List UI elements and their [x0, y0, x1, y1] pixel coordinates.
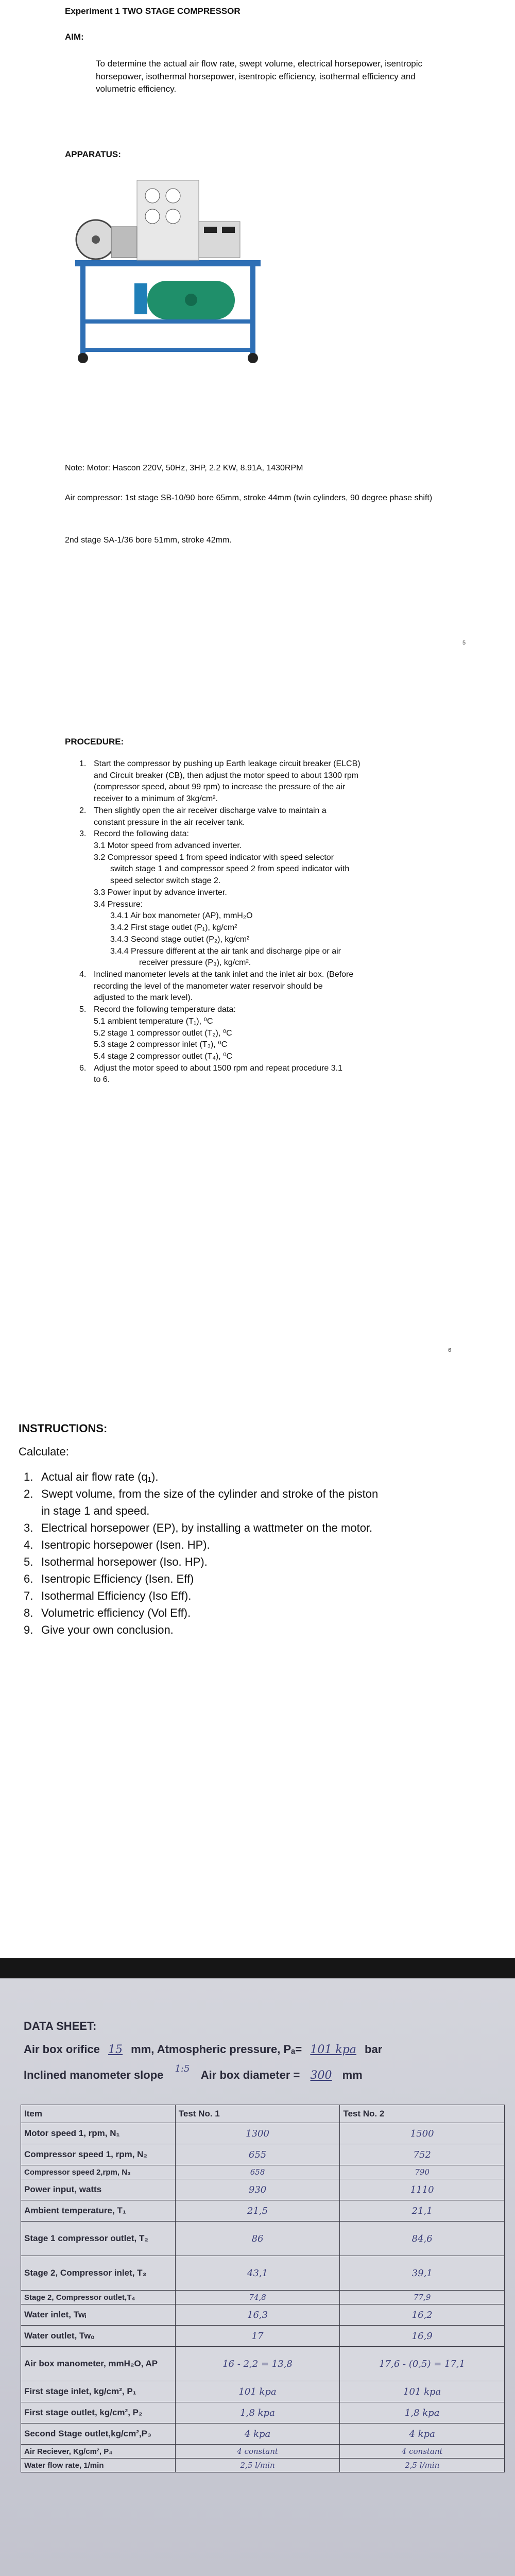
- row-label: Water flow rate, 1/min: [21, 2459, 176, 2472]
- instruction-item: [19, 1519, 492, 1536]
- instruction-item: [19, 1604, 492, 1621]
- table-row: [21, 2256, 505, 2291]
- row-value-test-1: 16 - 2,2 = 13,8: [175, 2347, 340, 2381]
- diameter-unit: mm: [342, 2069, 363, 2081]
- instruction-number: 1.: [24, 1470, 33, 1483]
- procedure-line: [67, 969, 458, 981]
- instruction-text: Swept volume, from the size of the cylinder and stroke of the piston: [41, 1487, 379, 1500]
- orifice-label: Air box orifice: [24, 2043, 100, 2056]
- row-label: Stage 2, Compressor outlet,T₄: [21, 2291, 176, 2304]
- procedure-text: 3.4.3 Second stage outlet (P₂), kg/cm²: [110, 935, 250, 944]
- procedure-line: [67, 957, 458, 969]
- instruction-item: [19, 1621, 492, 1638]
- procedure-line: [67, 946, 458, 958]
- row-label: First stage inlet, kg/cm², P₁: [21, 2381, 176, 2402]
- instruction-number: 6.: [24, 1572, 33, 1585]
- procedure-text: 3.1 Motor speed from advanced inverter.: [94, 841, 242, 851]
- page-2: [0, 675, 515, 1396]
- row-value-test-2: 4 constant: [340, 2445, 505, 2459]
- row-value-test-2: 1,8 kpa: [340, 2402, 505, 2424]
- atm-unit: bar: [365, 2043, 383, 2056]
- orifice-value: 15: [108, 2043, 123, 2056]
- orifice-unit: mm, Atmospheric pressure, Pₐ=: [131, 2043, 302, 2056]
- data-sheet-scan: [0, 1958, 515, 2576]
- aim-heading: AIM:: [65, 32, 84, 42]
- header-test-1: Test No. 1: [175, 2105, 340, 2123]
- table-row: [21, 2200, 505, 2222]
- instruction-number: 8.: [24, 1606, 33, 1619]
- row-value-test-1: 1,8 kpa: [175, 2402, 340, 2424]
- row-label: Stage 1 compressor outlet, T₂: [21, 2222, 176, 2256]
- table-row: [21, 2144, 505, 2165]
- instruction-number: 7.: [24, 1589, 33, 1602]
- header-item: Item: [21, 2105, 176, 2123]
- second-stage-text: 2nd stage SA-1/36 bore 51mm, stroke 42mm.: [65, 536, 232, 545]
- row-label: Ambient temperature, T₁: [21, 2200, 176, 2222]
- procedure-text: 3.3 Power input by advance inverter.: [94, 888, 227, 897]
- table-row: [21, 2123, 505, 2144]
- table-row: [21, 2424, 505, 2445]
- slope-line: [24, 2063, 363, 2082]
- row-value-test-1: 658: [175, 2165, 340, 2179]
- row-value-test-2: 101 kpa: [340, 2381, 505, 2402]
- page-3: [0, 1396, 515, 1958]
- row-value-test-1: 86: [175, 2222, 340, 2256]
- procedure-text: 3.4.1 Air box manometer (AP), mmH₂O: [110, 911, 253, 921]
- procedure-number: 4.: [79, 970, 87, 979]
- row-value-test-2: 2,5 l/min: [340, 2459, 505, 2472]
- table-row: [21, 2326, 505, 2347]
- procedure-text: 5.3 stage 2 compressor inlet (T₃), ⁰C: [94, 1040, 228, 1049]
- procedure-text: 5.4 stage 2 compressor outlet (T₄), ⁰C: [94, 1052, 233, 1061]
- row-value-test-2: 752: [340, 2144, 505, 2165]
- procedure-line: [67, 782, 458, 793]
- procedure-line: [67, 828, 458, 840]
- row-value-test-2: 77,9: [340, 2291, 505, 2304]
- procedure-list: [67, 758, 458, 1086]
- row-value-test-2: 17,6 - (0,5) = 17,1: [340, 2347, 505, 2381]
- procedure-line: [67, 758, 458, 770]
- procedure-line: [67, 863, 458, 875]
- row-value-test-1: 74,8: [175, 2291, 340, 2304]
- procedure-number: 6.: [79, 1063, 87, 1073]
- procedure-text: and Circuit breaker (CB), then adjust the motor speed to about 1300 rpm: [94, 771, 359, 780]
- procedure-line: [67, 910, 458, 922]
- row-value-test-1: 1300: [175, 2123, 340, 2144]
- procedure-number: 5.: [79, 1005, 87, 1014]
- procedure-text: switch stage 1 and compressor speed 2 from speed indicator with: [110, 865, 350, 874]
- instructions-heading: INSTRUCTIONS:: [19, 1422, 108, 1435]
- row-label: Compressor speed 2,rpm, N₃: [21, 2165, 176, 2179]
- page-1: [0, 0, 515, 675]
- instruction-item: [19, 1587, 492, 1604]
- instruction-text: Give your own conclusion.: [41, 1623, 174, 1636]
- header-test-2: Test No. 2: [340, 2105, 505, 2123]
- slope-label: Inclined manometer slope: [24, 2069, 164, 2081]
- procedure-text: 5.1 ambient temperature (T₁), ⁰C: [94, 1016, 213, 1026]
- row-label: Power input, watts: [21, 2179, 176, 2200]
- diameter-label: Air box diameter =: [200, 2069, 300, 2081]
- instruction-item: [19, 1536, 492, 1553]
- row-value-test-1: 43,1: [175, 2256, 340, 2291]
- row-label: Motor speed 1, rpm, N₁: [21, 2123, 176, 2144]
- procedure-line: [67, 1051, 458, 1063]
- orifice-line: [24, 2043, 382, 2056]
- row-value-test-1: 2,5 l/min: [175, 2459, 340, 2472]
- table-row: [21, 2445, 505, 2459]
- procedure-line: [67, 817, 458, 829]
- row-label: Air Reciever, Kg/cm², P₄: [21, 2445, 176, 2459]
- instruction-item: [19, 1468, 492, 1485]
- procedure-text: to 6.: [94, 1075, 110, 1084]
- procedure-line: [67, 793, 458, 805]
- procedure-text: Record the following data:: [94, 829, 189, 839]
- procedure-line: [67, 1039, 458, 1051]
- procedure-line: [67, 852, 458, 864]
- table-row: [21, 2459, 505, 2472]
- procedure-number: 3.: [79, 829, 87, 839]
- instruction-number: 9.: [24, 1623, 33, 1636]
- row-value-test-1: 16,3: [175, 2304, 340, 2326]
- instruction-number: 4.: [24, 1538, 33, 1551]
- table-row: [21, 2304, 505, 2326]
- procedure-line: [67, 1074, 458, 1086]
- row-value-test-2: 16,2: [340, 2304, 505, 2326]
- procedure-line: [67, 992, 458, 1004]
- row-value-test-2: 39,1: [340, 2256, 505, 2291]
- page-number: 6: [448, 1347, 452, 1353]
- instruction-item: [19, 1502, 492, 1519]
- procedure-line: [67, 981, 458, 993]
- row-value-test-2: 84,6: [340, 2222, 505, 2256]
- air-compressor-text: Air compressor: 1st stage SB-10/90 bore 65mm, stroke 44mm (twin cylinders, 90 degree phase shift): [65, 494, 433, 502]
- procedure-text: constant pressure in the air receiver tank.: [94, 818, 245, 827]
- procedure-line: [67, 934, 458, 946]
- instruction-item: [19, 1485, 492, 1502]
- procedure-text: 3.4 Pressure:: [94, 900, 143, 909]
- experiment-title: Experiment 1 TWO STAGE COMPRESSOR: [65, 6, 241, 16]
- instruction-text: in stage 1 and speed.: [41, 1504, 150, 1517]
- table-row: [21, 2179, 505, 2200]
- table-row: [21, 2347, 505, 2381]
- procedure-text: 3.4.2 First stage outlet (P₁), kg/cm²: [110, 923, 237, 933]
- procedure-line: [67, 1028, 458, 1040]
- procedure-line: [67, 922, 458, 934]
- row-value-test-2: 1110: [340, 2179, 505, 2200]
- instruction-text: Isothermal horsepower (Iso. HP).: [41, 1555, 208, 1568]
- table-row: [21, 2381, 505, 2402]
- instruction-text: Electrical horsepower (EP), by installing a wattmeter on the motor.: [41, 1521, 373, 1534]
- instruction-text: Isothermal Efficiency (Iso Eff).: [41, 1589, 192, 1602]
- row-label: Water outlet, Twₒ: [21, 2326, 176, 2347]
- row-value-test-1: 17: [175, 2326, 340, 2347]
- procedure-line: [67, 899, 458, 911]
- instruction-text: Isentropic Efficiency (Isen. Eff): [41, 1572, 194, 1585]
- row-value-test-1: 930: [175, 2179, 340, 2200]
- procedure-line: [67, 1016, 458, 1028]
- procedure-line: [67, 805, 458, 817]
- apparatus-image: [65, 165, 271, 366]
- instruction-text: Actual air flow rate (q₁).: [41, 1470, 159, 1483]
- row-value-test-1: 655: [175, 2144, 340, 2165]
- procedure-text: Adjust the motor speed to about 1500 rpm and repeat procedure 3.1: [94, 1063, 342, 1073]
- procedure-heading: PROCEDURE:: [65, 737, 124, 747]
- procedure-text: speed selector switch stage 2.: [110, 876, 221, 886]
- procedure-number: 1.: [79, 759, 87, 768]
- table-row: [21, 2402, 505, 2424]
- instruction-number: 2.: [24, 1487, 33, 1500]
- row-label: Second Stage outlet,kg/cm²,P₃: [21, 2424, 176, 2445]
- procedure-line: [67, 1063, 458, 1075]
- instruction-item: [19, 1553, 492, 1570]
- aim-text: To determine the actual air flow rate, swept volume, electrical horsepower, isentropic horsepower, isothermal horsepower, isentropic efficiency, isothermal efficiency and volumetric efficiency.: [96, 59, 423, 94]
- instruction-text: Volumetric efficiency (Vol Eff).: [41, 1606, 191, 1619]
- procedure-text: 5.2 stage 1 compressor outlet (T₂), ⁰C: [94, 1028, 232, 1038]
- data-sheet-photo: [0, 1978, 515, 2576]
- calculate-label: Calculate:: [19, 1445, 69, 1458]
- procedure-text: Start the compressor by pushing up Earth leakage circuit breaker (ELCB): [94, 759, 360, 768]
- row-label: Compressor speed 1, rpm, N₂: [21, 2144, 176, 2165]
- procedure-text: Record the following temperature data:: [94, 1005, 236, 1014]
- row-value-test-2: 1500: [340, 2123, 505, 2144]
- instruction-item: [19, 1570, 492, 1587]
- procedure-number: 2.: [79, 806, 87, 815]
- instruction-text: Isentropic horsepower (Isen. HP).: [41, 1538, 210, 1551]
- row-value-test-1: 21,5: [175, 2200, 340, 2222]
- procedure-text: adjusted to the mark level).: [94, 993, 193, 1003]
- slope-value: 1:5: [175, 2063, 190, 2074]
- row-value-test-2: 16,9: [340, 2326, 505, 2347]
- data-sheet-heading: DATA SHEET:: [24, 2020, 97, 2032]
- procedure-text: Inclined manometer levels at the tank inlet and the inlet air box. (Before: [94, 970, 354, 979]
- atm-value: 101 kpa: [310, 2043, 356, 2056]
- instruction-number: 3.: [24, 1521, 33, 1534]
- procedure-line: [67, 887, 458, 899]
- row-label: Air box manometer, mmH₂O, AP: [21, 2347, 176, 2381]
- table-row: [21, 2222, 505, 2256]
- procedure-text: recording the level of the manometer water reservoir should be: [94, 981, 323, 991]
- row-value-test-1: 4 kpa: [175, 2424, 340, 2445]
- procedure-text: receiver to a minimum of 3kg/cm².: [94, 794, 218, 804]
- row-value-test-1: 4 constant: [175, 2445, 340, 2459]
- row-value-test-1: 101 kpa: [175, 2381, 340, 2402]
- instruction-number: 5.: [24, 1555, 33, 1568]
- procedure-text: (compressor speed, about 99 rpm) to increase the pressure of the air: [94, 783, 346, 792]
- procedure-text: 3.2 Compressor speed 1 from speed indicator with speed selector: [94, 853, 334, 862]
- procedure-line: [67, 770, 458, 782]
- procedure-text: receiver pressure (P₃), kg/cm².: [139, 958, 251, 968]
- row-label: First stage outlet, kg/cm², P₂: [21, 2402, 176, 2424]
- apparatus-heading: APPARATUS:: [65, 149, 121, 159]
- row-label: Stage 2, Compressor inlet, T₃: [21, 2256, 176, 2291]
- procedure-line: [67, 840, 458, 852]
- procedure-text: Then slightly open the air receiver discharge valve to maintain a: [94, 806, 327, 815]
- procedure-text: 3.4.4 Pressure different at the air tank and discharge pipe or air: [110, 946, 341, 956]
- row-label: Water inlet, Twᵢ: [21, 2304, 176, 2326]
- procedure-line: [67, 875, 458, 887]
- instructions-list: [19, 1468, 492, 1638]
- row-value-test-2: 790: [340, 2165, 505, 2179]
- table-row: [21, 2291, 505, 2304]
- data-table: [21, 2105, 505, 2472]
- table-row: [21, 2165, 505, 2179]
- diameter-value: 300: [310, 2069, 332, 2082]
- motor-note: Note: Motor: Hascon 220V, 50Hz, 3HP, 2.2 KW, 8.91A, 1430RPM: [65, 464, 303, 472]
- procedure-line: [67, 1004, 458, 1016]
- table-header-row: [21, 2105, 505, 2123]
- row-value-test-2: 4 kpa: [340, 2424, 505, 2445]
- row-value-test-2: 21,1: [340, 2200, 505, 2222]
- page-number: 5: [462, 640, 466, 646]
